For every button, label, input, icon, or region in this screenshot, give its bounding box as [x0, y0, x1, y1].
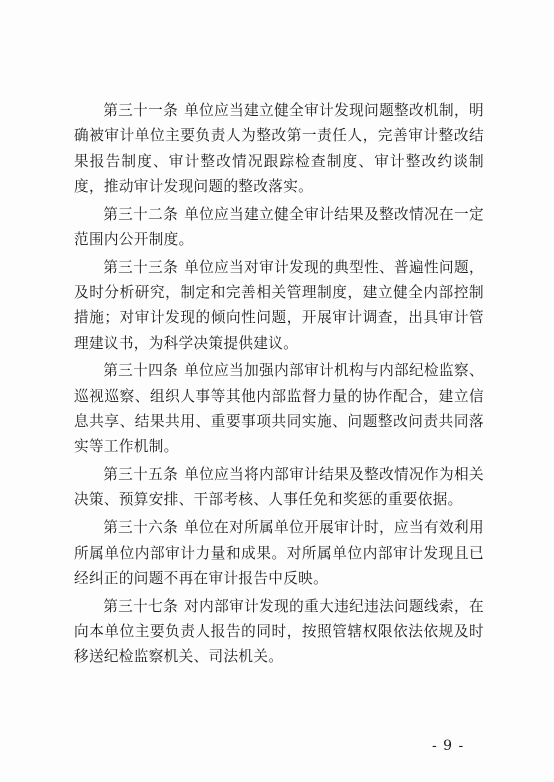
article-number: 第三十七条	[103, 597, 179, 615]
article-number: 第三十一条	[103, 102, 179, 119]
article-text: 单位应当加强内部审计机构与内部纪检监察、巡视巡察、组织人事等其他内部监督力量的协作配合，建立信息共享、结果共用、重要事项共同实施、问题整改问责共同落实等工作机制。	[74, 362, 484, 456]
article-36	[74, 515, 484, 591]
article-34	[74, 358, 484, 459]
article-number: 第三十六条	[103, 519, 179, 537]
article-33	[74, 255, 484, 356]
article-31	[74, 98, 484, 199]
article-text: 单位应当对审计发现的典型性、普遍性问题，及时分析研究，制定和完善相关管理制度，建立健全内部控制措施；对审计发现的倾向性问题，开展审计调查，出具审计管理建议书，为科学决策提供建议。	[74, 258, 484, 352]
article-number: 第三十三条	[103, 258, 179, 276]
article-text: 单位应当建立健全审计发现问题整改机制，明确被审计单位主要负责人为整改第一责任人，完善审计整改结果报告制度、审计整改情况跟踪检查制度、审计整改约谈制度，推动审计发现问题的整改落实。	[74, 102, 484, 195]
document-body	[74, 98, 484, 672]
article-text: 对内部审计发现的重大违纪违法问题线索，在向本单位主要负责人报告的同时，按照管辖权限依法依规及时移送纪检监察机关、司法机关。	[74, 597, 484, 666]
article-number: 第三十四条	[103, 362, 179, 380]
article-text: 单位应当建立健全审计结果及整改情况在一定范围内公开制度。	[74, 205, 484, 248]
page-number: - 9 -	[432, 738, 465, 754]
article-number: 第三十五条	[103, 466, 179, 484]
article-text: 单位应当将内部审计结果及整改情况作为相关决策、预算安排、干部考核、人事任免和奖惩的重要依据。	[74, 466, 484, 509]
article-number: 第三十二条	[103, 205, 179, 223]
article-32	[74, 202, 484, 253]
article-text: 单位在对所属单位开展审计时，应当有效利用所属单位内部审计力量和成果。对所属单位内部审计发现且已经纠正的问题不再在审计报告中反映。	[74, 519, 484, 587]
article-35	[74, 462, 484, 513]
article-37	[74, 594, 484, 670]
